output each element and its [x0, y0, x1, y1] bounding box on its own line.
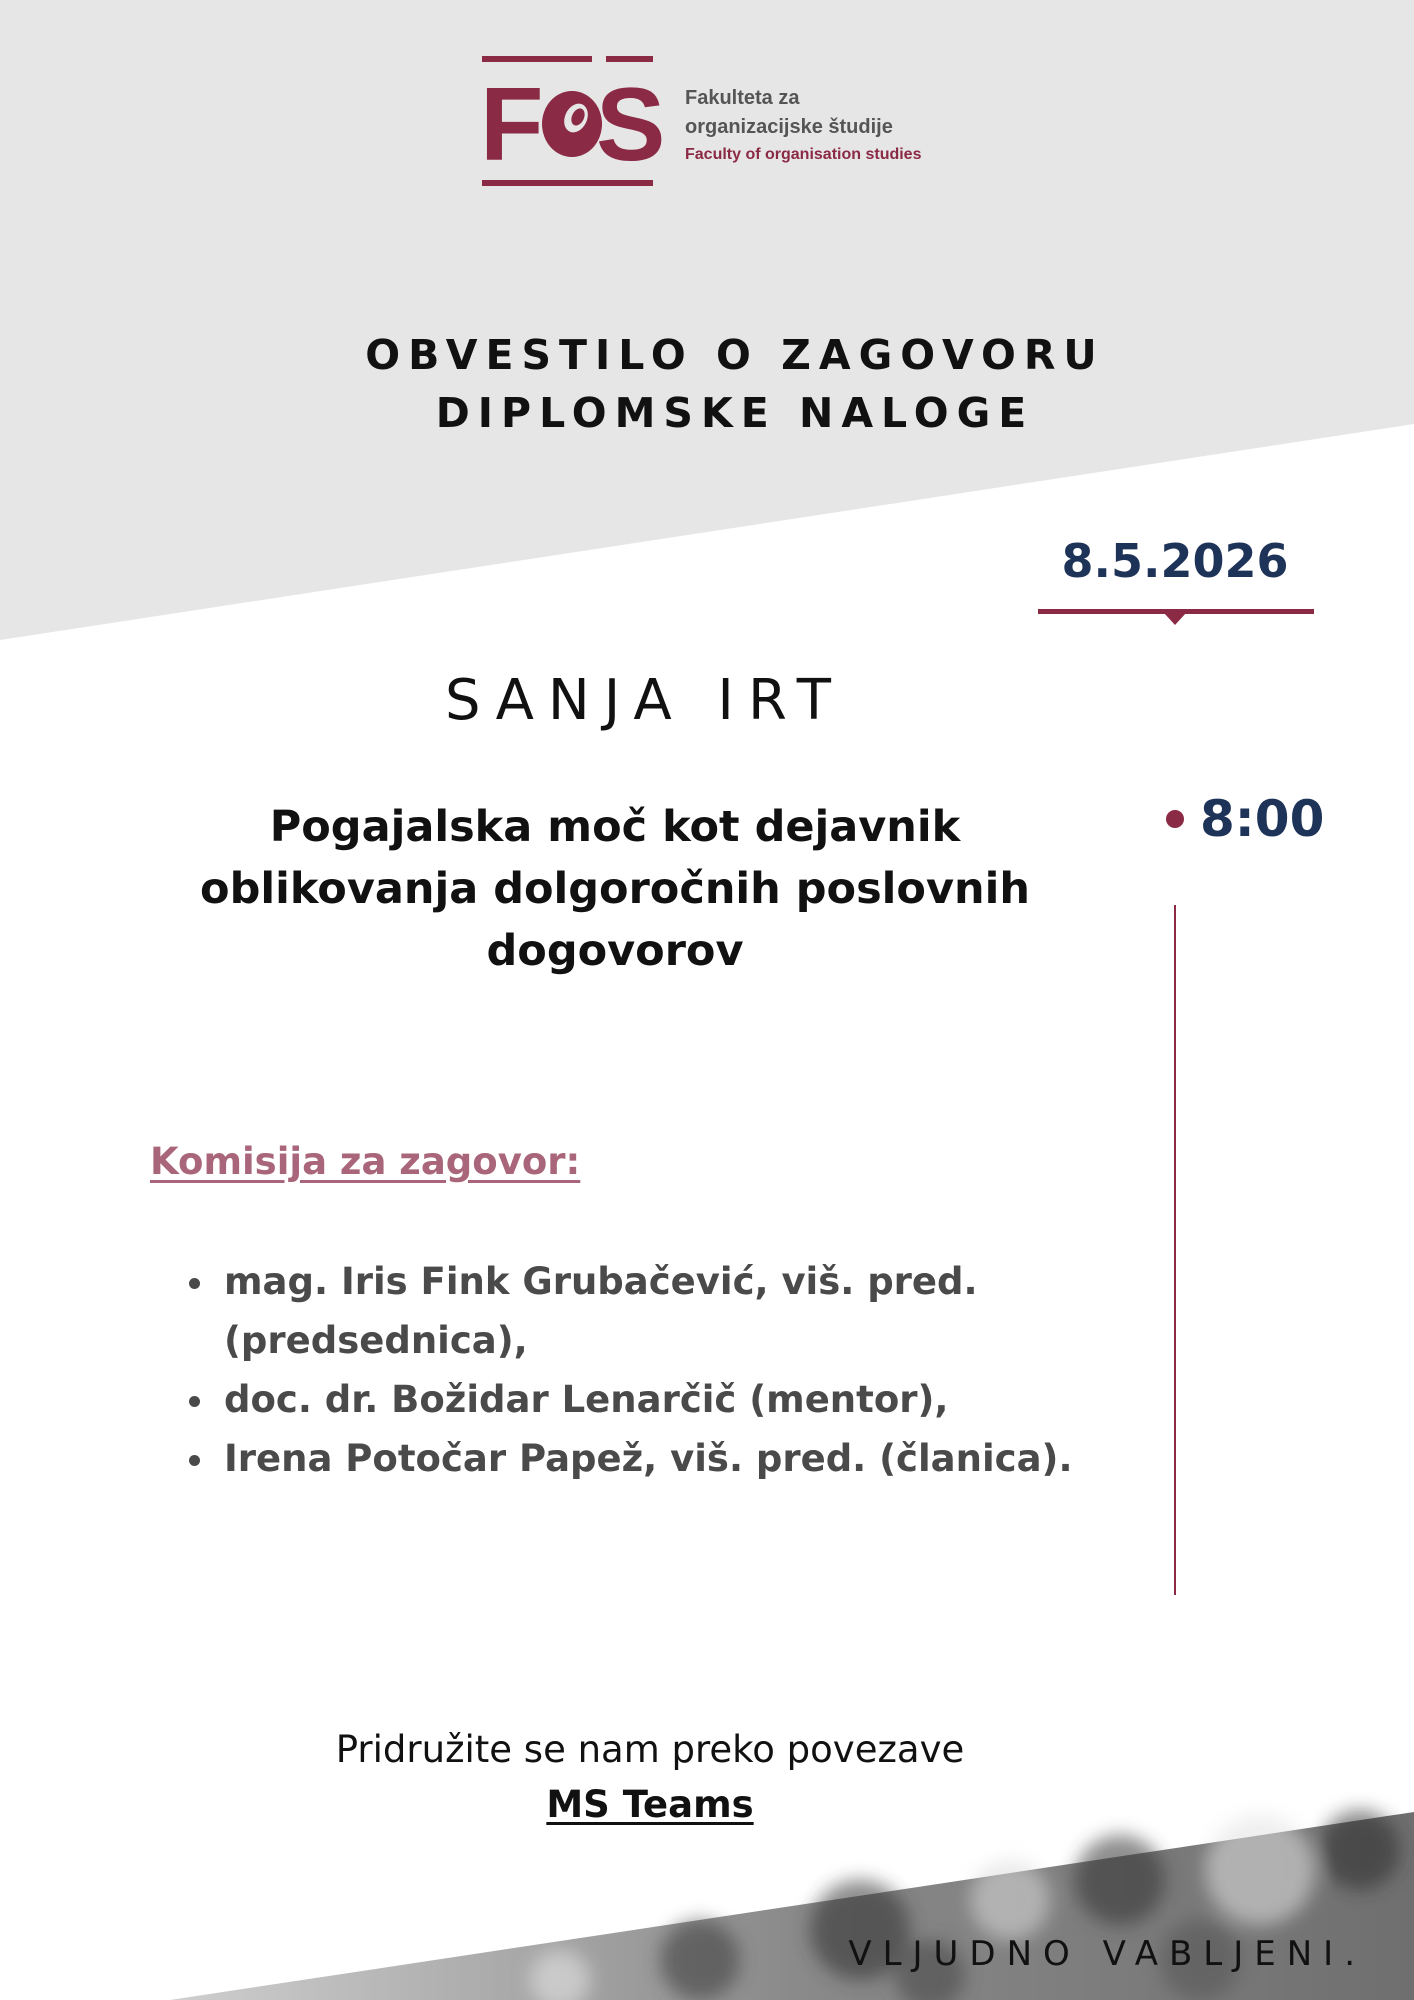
svg-text:F: F [480, 67, 540, 183]
candidate-name: SANJA IRT [445, 668, 845, 733]
institution-name-english: Faculty of organisation studies [685, 146, 922, 163]
join-text: Pridružite se nam preko povezave [335, 1728, 965, 1771]
defense-date: 8.5.2026 [1061, 534, 1289, 588]
notice-heading [0, 326, 1414, 442]
committee-member: • Irena Potočar Papež, viš. pred. (članica). [218, 1429, 1138, 1488]
timeline-line [1174, 905, 1176, 1595]
committee-title: Komisija za zagovor: [150, 1140, 581, 1183]
date-pointer [1164, 613, 1186, 625]
committee-list [172, 1252, 1138, 1488]
join-invitation [150, 1722, 1150, 1832]
committee-member: • doc. dr. Božidar Lenarčič (mentor), [218, 1370, 1138, 1429]
notice-heading-line2: DIPLOMSKE NALOGE [435, 389, 1035, 437]
thesis-title: Pogajalska moč kot dejavnik oblikovanja dolgoročnih poslovnih dogovorov [200, 802, 1030, 976]
ms-teams-link[interactable]: MS Teams [546, 1783, 754, 1826]
svg-text:S: S [596, 67, 666, 183]
defense-time: 8:00 [1200, 790, 1325, 848]
institution-name-line1: Fakulteta za [685, 87, 800, 109]
committee-member: • mag. Iris Fink Grubačević, viš. pred. (predsednica), [218, 1252, 1138, 1370]
institution-name [685, 84, 921, 168]
notice-heading-line1: OBVESTILO O ZAGOVORU [365, 331, 1105, 379]
institution-name-line2: organizacijske študije [685, 116, 893, 138]
timeline-dot-icon [1166, 810, 1184, 828]
closing-invitation: VLJUDNO VABLJENI. [848, 1934, 1366, 1974]
